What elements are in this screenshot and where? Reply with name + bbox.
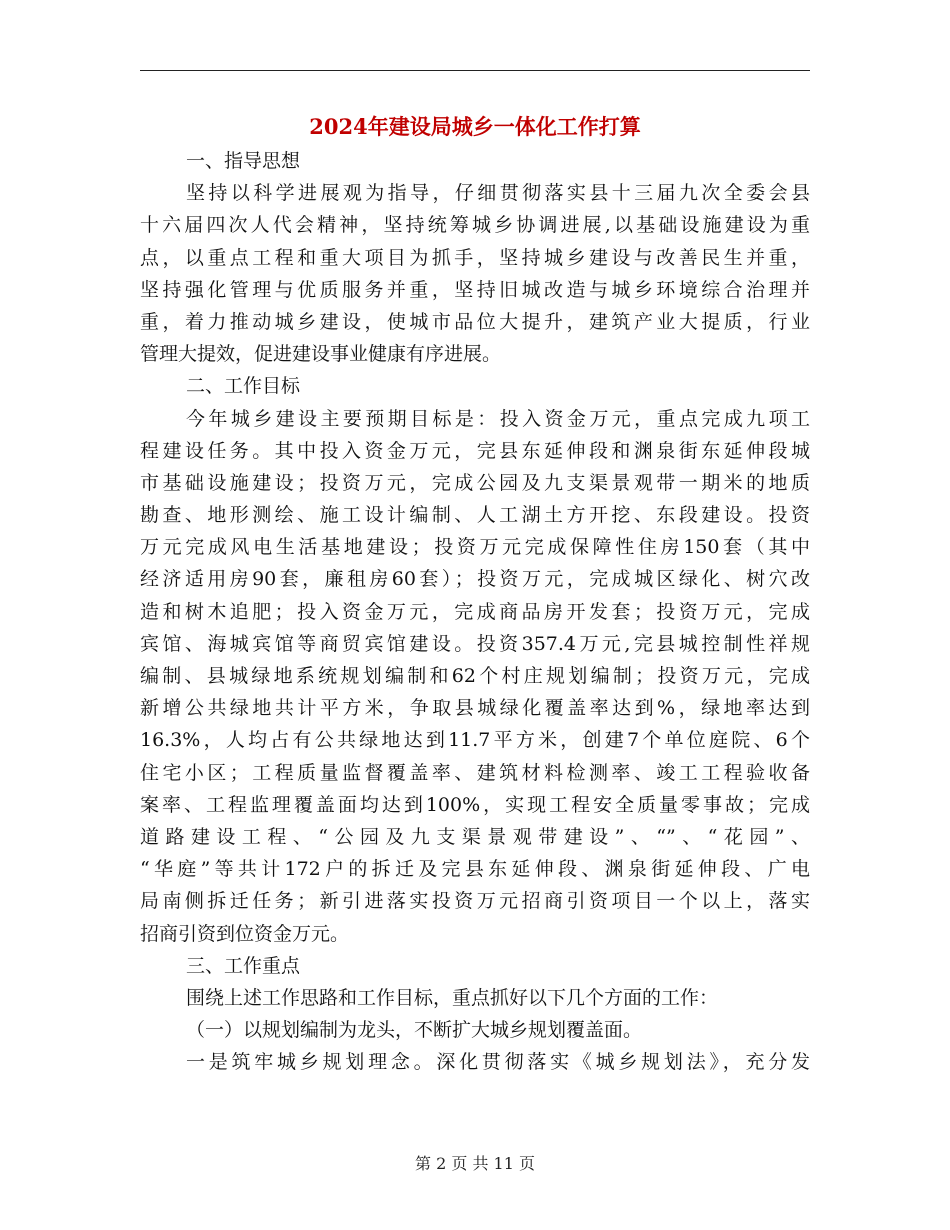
paragraph-line: 经济适用房90套，廉租房60套）；投资万元，完成城区绿化、树穴改 [140,568,810,591]
paragraph-line: 点，以重点工程和重大项目为抓手，坚持城乡建设与改善民生并重， [140,246,810,269]
paragraph-line: 宾馆、海城宾馆等商贸宾馆建设。投资357.4万元,完县城控制性祥规 [140,632,810,655]
paragraph-line: 16.3%，人均占有公共绿地达到11.7平方米，创建7个单位庭院、6个 [140,729,810,752]
paragraph-line: 围绕上述工作思路和工作目标，重点抓好以下几个方面的工作： [186,986,719,1009]
paragraph-line: 造和树木追肥；投入资金万元，完成商品房开发套；投资万元，完成 [140,600,810,623]
document-title: 2024年建设局城乡一体化工作打算 [309,114,641,139]
paragraph-line: 勘查、地形测绘、施工设计编制、人工湖土方开挖、东段建设。投资 [140,504,810,527]
paragraph-line: “华庭”等共计172户的拆迁及完县东延伸段、渊泉街延伸段、广电 [140,858,810,881]
section-heading: 三、工作重点 [186,954,301,977]
paragraph-line: 管理大提效，促进建设事业健康有序进展。 [140,343,502,366]
paragraph-line: 重，着力推动城乡建设，使城市品位大提升，建筑产业大提质，行业 [140,310,810,333]
paragraph-line: 程建设任务。其中投入资金万元，完县东延伸段和渊泉街东延伸段城 [140,439,810,462]
paragraph-line: 坚持强化管理与优质服务并重，坚持旧城改造与城乡环境综合治理并 [140,278,810,301]
document-body [140,145,810,1078]
paragraph-line: 局南侧拆迁任务；新引进落实投资万元招商引资项目一个以上，落实 [140,890,810,913]
section-heading: 二、工作目标 [186,375,301,398]
paragraph-line: 住宅小区；工程质量监督覆盖率、建筑材料检测率、竣工工程验收备 [140,761,810,784]
paragraph-line: 坚持以科学进展观为指导，仔细贯彻落实县十三届九次全委会县 [186,182,810,205]
paragraph-line: 道路建设工程、“公园及九支渠景观带建设”、“”、“花园”、 [140,825,810,848]
paragraph-line: 今年城乡建设主要预期目标是：投入资金万元，重点完成九项工 [186,407,810,430]
subsection-heading: （一）以规划编制为龙头，不断扩大城乡规划覆盖面。 [186,1019,643,1042]
paragraph-line: 市基础设施建设；投资万元，完成公园及九支渠景观带一期米的地质 [140,471,810,494]
header-rule [140,70,810,71]
paragraph-line: 一是筑牢城乡规划理念。深化贯彻落实《城乡规划法》，充分发 [186,1051,810,1074]
paragraph-line: 招商引资到位资金万元。 [140,922,350,945]
paragraph-line: 十六届四次人代会精神，坚持统筹城乡协调进展,以基础设施建设为重 [140,214,810,237]
paragraph-line: 万元完成风电生活基地建设；投资万元完成保障性住房150套（其中 [140,536,810,559]
paragraph-line: 新增公共绿地共计平方米，争取县城绿化覆盖率达到%，绿地率达到 [140,697,810,720]
paragraph-line: 案率、工程监理覆盖面均达到100%，实现工程安全质量零事故；完成 [140,793,810,816]
paragraph-line: 编制、县城绿地系统规划编制和62个村庄规划编制；投资万元，完成 [140,665,810,687]
page-number: 第 2 页 共 11 页 [415,1154,535,1173]
section-heading: 一、指导思想 [186,150,301,172]
